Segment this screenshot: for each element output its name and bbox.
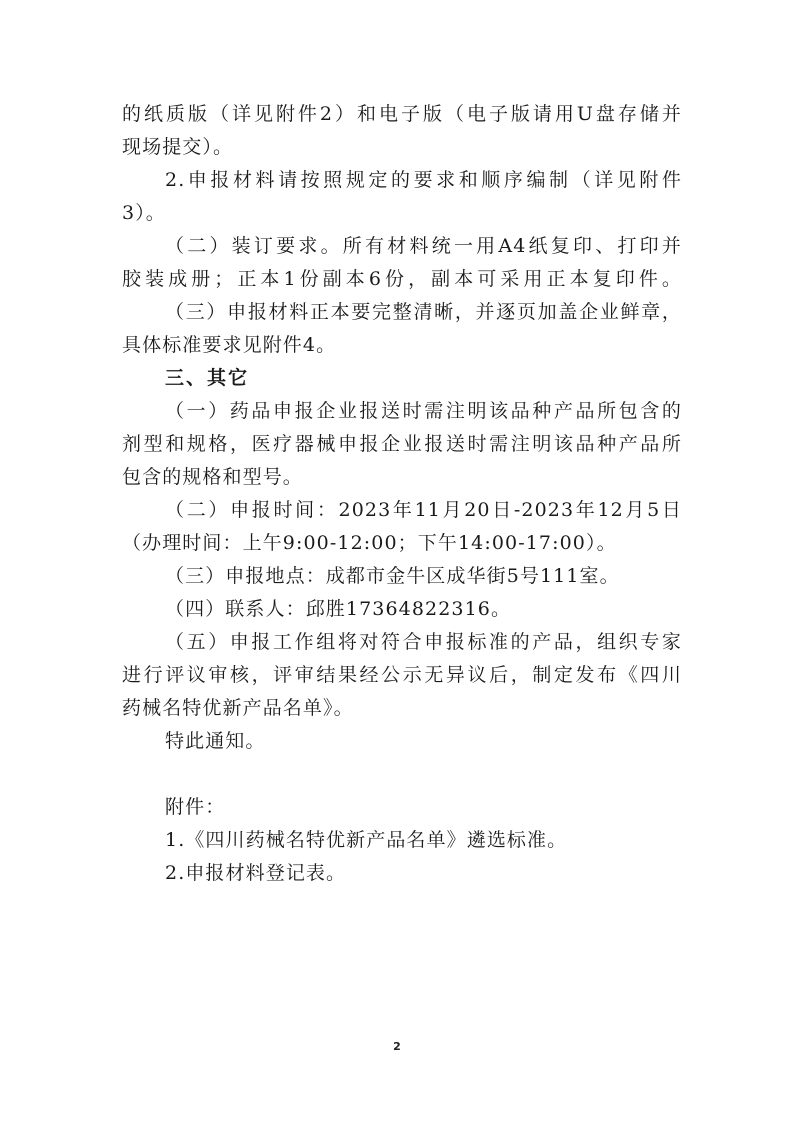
paragraph-line: （五）申报工作组将对符合申报标准的产品，组织专家 xyxy=(165,631,682,653)
paragraph-line: （二）装订要求。所有材料统一用A4纸复印、打印并 xyxy=(165,235,682,257)
paragraph-line: 进行评议审核，评审结果经公示无异议后，制定发布《四川 xyxy=(122,664,682,686)
paragraph-line: 药械名特优新产品名单》。 xyxy=(122,697,354,719)
paragraph-line: 3）。 xyxy=(122,202,166,224)
paragraph-line: 的纸质版（详见附件2）和电子版（电子版请用U盘存储并 xyxy=(122,103,682,125)
attachment-item: 2.申报材料登记表。 xyxy=(165,862,347,884)
paragraph-line: （办理时间：上午9:00-12:00；下午14:00-17:00）。 xyxy=(122,532,617,554)
paragraph-line: 胶装成册；正本1份副本6份，副本可采用正本复印件。 xyxy=(122,268,682,290)
paragraph-line: （二）申报时间：2023年11月20日-2023年12月5日 xyxy=(165,499,682,521)
paragraph-line: （四）联系人：邱胜17364822316。 xyxy=(165,598,512,620)
paragraph-line: 2.申报材料请按照规定的要求和顺序编制（详见附件 xyxy=(165,169,682,191)
paragraph-line: （一）药品申报企业报送时需注明该品种产品所包含的 xyxy=(165,400,682,422)
paragraph-line: 现场提交）。 xyxy=(122,136,234,158)
paragraph-line: 包含的规格和型号。 xyxy=(122,466,303,488)
section-heading: 三、其它 xyxy=(165,367,250,389)
document-body xyxy=(122,98,682,890)
attachments-label: 附件： xyxy=(165,796,226,818)
paragraph-line: 剂型和规格，医疗器械申报企业报送时需注明该品种产品所 xyxy=(122,433,682,455)
paragraph-line: 具体标准要求见附件4。 xyxy=(122,334,337,356)
page-number: 2 xyxy=(393,1040,401,1053)
blank-line xyxy=(122,758,682,791)
paragraph-line: （三）申报地点：成都市金牛区成华街5号111室。 xyxy=(165,565,620,587)
attachment-item: 1.《四川药械名特优新产品名单》遴选标准。 xyxy=(165,829,568,851)
closing-line: 特此通知。 xyxy=(165,730,266,752)
paragraph-line: （三）申报材料正本要完整清晰，并逐页加盖企业鲜章， xyxy=(165,301,682,323)
